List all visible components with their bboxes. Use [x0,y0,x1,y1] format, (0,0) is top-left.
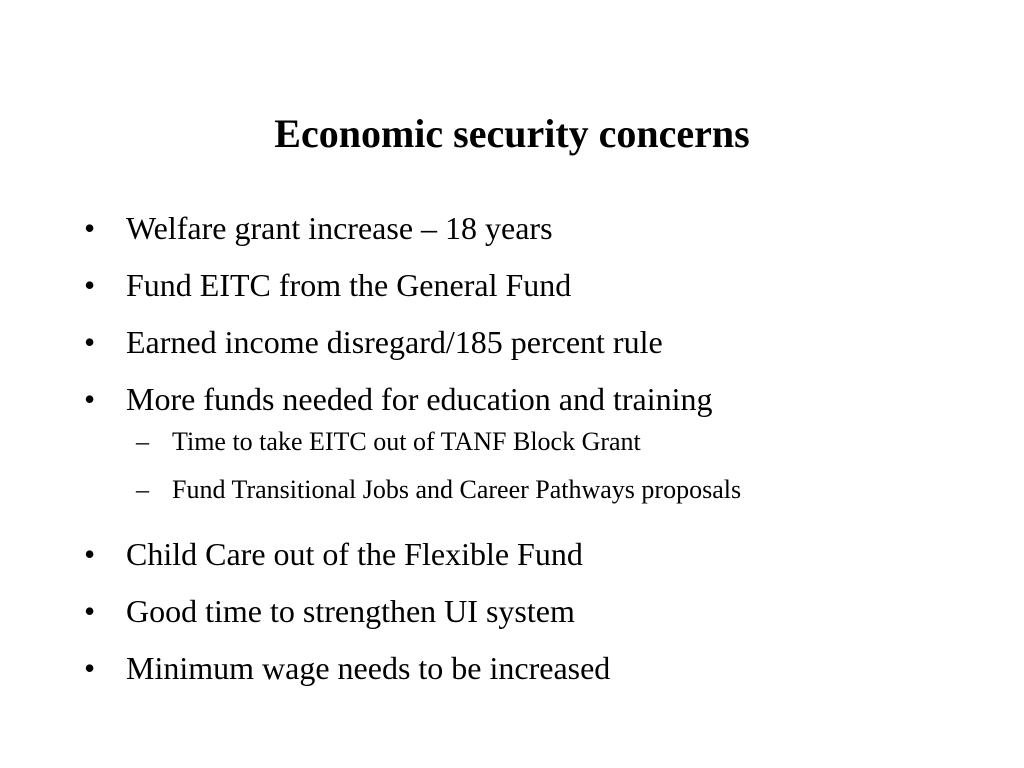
bullet-marker: • [84,267,96,303]
sub-bullet-item [82,425,1002,473]
sub-bullet-text: Time to take EITC out of TANF Block Grant [172,427,641,456]
sub-bullet-text: Fund Transitional Jobs and Career Pathways proposals [172,475,742,504]
bullet-marker: • [84,210,96,246]
bullet-list [82,204,1002,701]
bullet-item [82,644,1002,701]
bullet-text: More funds needed for education and training [126,381,713,417]
sub-bullet-marker: – [136,427,149,456]
bullet-item [82,587,1002,644]
bullet-item [82,261,1002,318]
sub-bullet-marker: – [136,475,149,504]
bullet-marker: • [84,593,96,629]
bullet-text: Child Care out of the Flexible Fund [126,536,583,572]
slide-title: Economic security concerns [274,111,750,156]
bullet-marker: • [84,381,96,417]
bullet-item [82,375,1002,432]
bullet-text: Minimum wage needs to be increased [126,650,611,686]
bullet-marker: • [84,650,96,686]
sub-bullet-item [82,473,1002,530]
bullet-text: Fund EITC from the General Fund [126,267,572,303]
bullet-marker: • [84,536,96,572]
bullet-text: Good time to strengthen UI system [126,593,575,629]
bullet-item [82,204,1002,261]
bullet-text: Earned income disregard/185 percent rule [126,324,663,360]
bullet-item [82,318,1002,375]
bullet-item [82,530,1002,587]
bullet-marker: • [84,324,96,360]
bullet-text: Welfare grant increase – 18 years [126,210,553,246]
